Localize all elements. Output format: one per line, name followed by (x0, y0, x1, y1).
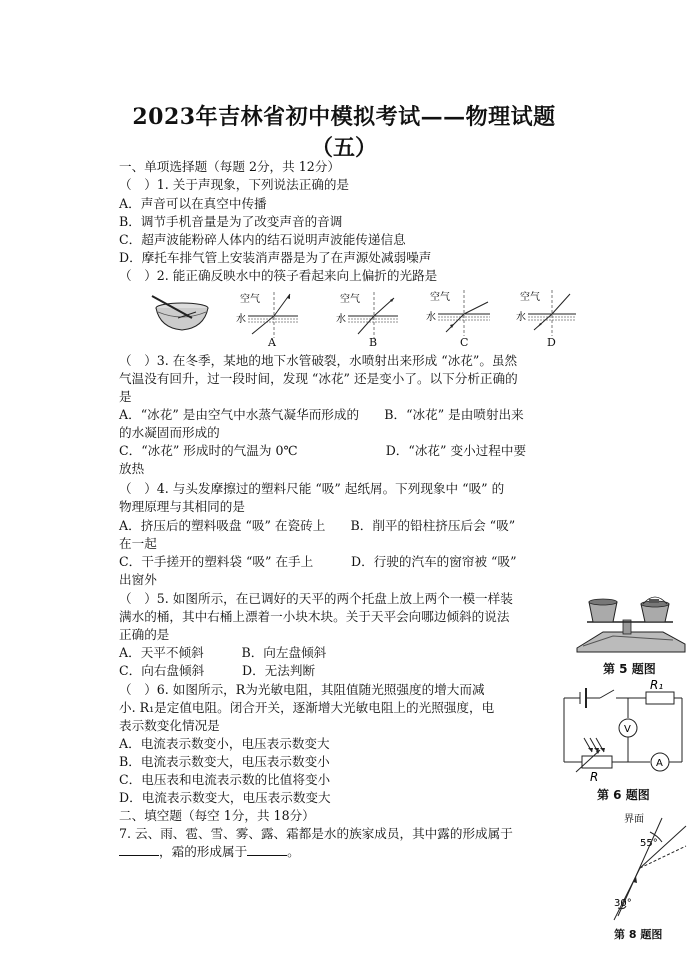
q4-line-3: A．挤压后的塑料吸盘 “吸” 在瓷砖上 B．削平的铅柱挤压后会 “吸” (119, 518, 516, 533)
air-label-b: 空气 (340, 294, 360, 305)
air-label-d: 空气 (520, 292, 540, 303)
q3-line-5: 的水凝固而形成的 (119, 425, 220, 440)
q5-line-1: （ ）5. 如图所示，在已调好的天平的两个托盘上放上两个一模一样装 (119, 591, 513, 606)
q7-blank-2[interactable] (247, 843, 287, 856)
q5-option-cd: C．向右盘倾斜 D．无法判断 (119, 663, 316, 678)
q2-label-d: D (547, 336, 556, 349)
q4-line-6: 出窗外 (119, 572, 157, 587)
q1-option-a: A．声音可以在真空中传播 (119, 196, 267, 211)
q3-line-2: 气温没有回升，过一段时间，发现 “冰花” 还是变小了。以下分析正确的 (119, 371, 518, 386)
light-path-diagram-b (336, 292, 398, 338)
q1-stem: （ ）1. 关于声现象，下列说法正确的是 (119, 177, 350, 192)
q3-line-4: A．“冰花” 是由空气中水蒸气凝华而形成的 B．“冰花” 是由喷射出来 (119, 407, 524, 422)
q3-line-3: 是 (119, 389, 132, 404)
page-title: 2023年吉林省初中模拟考试——物理试题 (132, 104, 556, 130)
circuit-diagram (564, 688, 682, 772)
q2-figure (148, 288, 578, 348)
q6-option-b: B．电流表示数变大，电压表示数变小 (119, 754, 330, 769)
q7-line-2-end: 。 (287, 844, 300, 859)
q5-line-3: 正确的是 (119, 627, 170, 642)
q5-figure (573, 592, 688, 654)
q4-line-5: C．干手搓开的塑料袋 “吸” 在手上 D．行驶的汽车的窗帘被 “吸” (119, 554, 517, 569)
q4-line-2: 物理原理与其相同的是 (119, 499, 245, 514)
q2-label-c: C (460, 336, 469, 349)
water-label-d: 水 (516, 312, 526, 323)
q5-line-2: 满水的桶，其中右桶上漂着一小块木块。关于天平会向哪边倾斜的说法 (119, 609, 510, 624)
q1-option-c: C．超声波能粉碎人体内的结石说明声波能传递信息 (119, 232, 406, 247)
q6-option-d: D．电流表示数变大，电压表示数变大 (119, 790, 331, 805)
q6-line-2: 小. R₁是定值电阻。闭合开关，逐渐增大光敏电阻上的光照强度，电 (119, 700, 495, 715)
q1-option-d: D．摩托车排气管上安装消声器是为了在声源处减弱噪声 (119, 250, 432, 265)
air-label-a: 空气 (240, 294, 260, 305)
light-path-diagram-d (516, 290, 576, 336)
angle-30-label: 30° (614, 898, 632, 909)
q8-figure-caption: 第 8 题图 (614, 928, 663, 941)
q5-figure-caption: 第 5 题图 (603, 662, 656, 676)
q7-line-2-mid: ，霜的形成属于 (159, 844, 248, 859)
q6-option-c: C．电压表和电流表示数的比值将变小 (119, 772, 331, 787)
q7-line-2 (119, 843, 300, 860)
q7-blank-1[interactable] (119, 843, 159, 856)
q4-line-1: （ ）4. 与头发摩擦过的塑料尺能 “吸” 起纸屑。下列现象中 “吸” 的 (119, 481, 505, 496)
page-subtitle: （五） (310, 135, 377, 161)
angle-55-label: 55° (640, 838, 658, 849)
section-heading-1: 一、单项选择题（每题 2分，共 12分） (119, 159, 340, 174)
ammeter-label: A (656, 758, 663, 769)
bowl-chopsticks-illustration (152, 296, 208, 330)
q6-figure-caption: 第 6 题图 (597, 788, 650, 802)
q7-line-1: 7. 云、雨、雹、雪、雾、露、霜都是水的族家成员，其中露的形成属于 (119, 826, 513, 841)
q2-label-b: B (369, 336, 378, 349)
water-label-c: 水 (426, 312, 436, 323)
boundary-label: 界面 (624, 814, 644, 825)
q4-line-4: 在一起 (119, 536, 157, 551)
air-label-c: 空气 (430, 292, 450, 303)
q2-stem: （ ）2. 能正确反映水中的筷子看起来向上偏折的光路是 (119, 268, 438, 283)
q3-line-7: 放热 (119, 461, 145, 476)
q6-option-a: A．电流表示数变小，电压表示数变大 (119, 736, 330, 751)
q6-circuit-figure (556, 680, 688, 784)
light-path-diagram-c (426, 290, 490, 336)
water-label-b: 水 (336, 314, 346, 325)
water-label-a: 水 (236, 314, 246, 325)
section-heading-2: 二、填空题（每空 1分，共 18分） (119, 808, 315, 823)
light-path-diagram-a (236, 292, 298, 338)
r1-label: R₁ (650, 680, 664, 692)
q3-line-6: C．“冰花” 形成时的气温为 0℃ D．“冰花” 变小过程中要 (119, 443, 527, 458)
q5-option-ab: A．天平不倾斜 B．向左盘倾斜 (119, 645, 327, 660)
q8-figure (600, 812, 688, 924)
balance-illustration (577, 597, 685, 652)
r-label: R (590, 770, 599, 784)
q1-option-b: B．调节手机音量是为了改变声音的音调 (119, 214, 343, 229)
q6-line-3: 表示数变化情况是 (119, 718, 220, 733)
q3-line-1: （ ）3. 在冬季，某地的地下水管破裂，水喷射出来形成 “冰花”。虽然 (119, 353, 518, 368)
q6-line-1: （ ）6. 如图所示，R为光敏电阻，其阻值随光照强度的增大而减 (119, 682, 485, 697)
q2-label-a: A (268, 336, 276, 349)
voltmeter-label: V (624, 724, 631, 735)
